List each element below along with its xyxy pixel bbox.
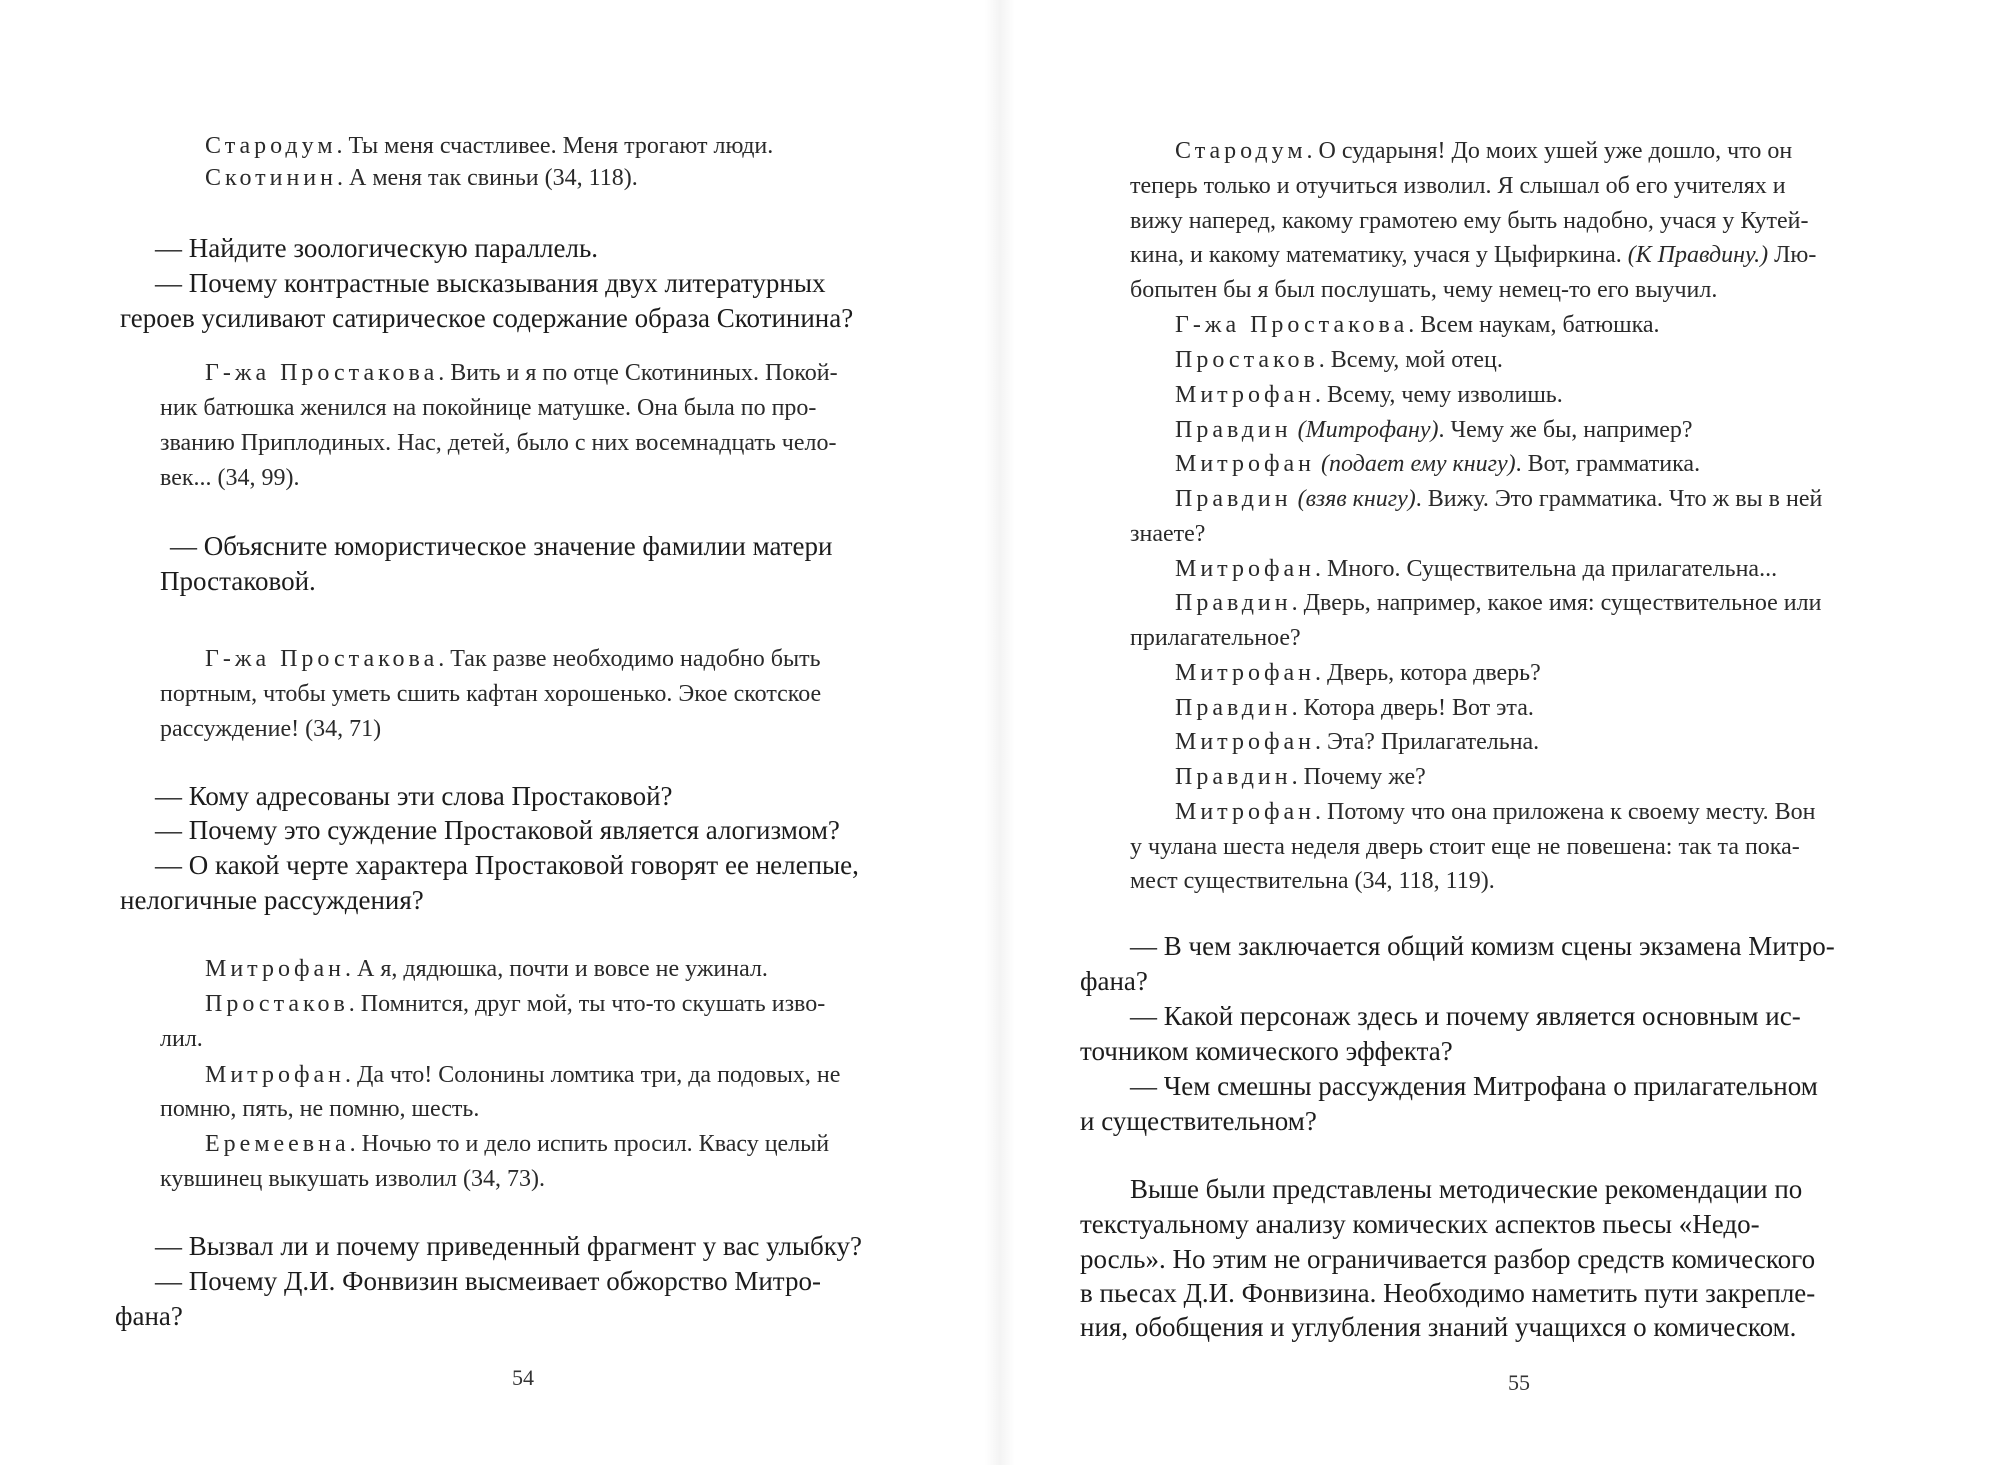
text-line <box>155 781 673 812</box>
speaker-name: Г-жа Простакова <box>205 360 439 386</box>
text-line <box>1130 834 1800 861</box>
dialogue-text: . А меня так свиньи (34, 118). <box>337 165 638 191</box>
speaker-name: Митрофан <box>1175 660 1316 686</box>
text-line <box>1130 931 1835 962</box>
stage-direction: (Митрофану) <box>1297 417 1439 443</box>
text-line <box>1175 660 1541 687</box>
text-line <box>1080 1036 1453 1067</box>
text-line <box>160 566 316 597</box>
speaker-name: Г-жа Простакова <box>205 646 439 672</box>
dialogue-text: . Всем наукам, батюшка. <box>1408 312 1660 338</box>
question-text: точником комического эффекта? <box>1080 1036 1453 1066</box>
question-text: фана? <box>1080 966 1148 996</box>
text-line <box>1130 625 1301 652</box>
text-line <box>1175 695 1534 722</box>
dialogue-text: . Да что! Солонины ломтика три, да подовых, не <box>345 1062 841 1088</box>
speaker-name: Правдин <box>1175 417 1292 443</box>
speaker-name: Митрофан <box>1175 556 1316 582</box>
text-line <box>205 360 838 387</box>
question-text: — Объясните юмористическое значение фамилии матери <box>170 531 833 561</box>
dialogue-text: . Вот, грамматика. <box>1515 451 1701 477</box>
text-line <box>155 1266 821 1297</box>
dialogue-text: . Всему, чему изволишь. <box>1315 382 1563 408</box>
dialogue-text: . Почему же? <box>1291 764 1426 790</box>
dialogue-text: . Котора дверь! Вот эта. <box>1291 695 1534 721</box>
dialogue-text: у чулана шеста неделя дверь стоит еще не повешена: так та пока- <box>1130 834 1800 860</box>
dialogue-text: прилагательное? <box>1130 625 1301 651</box>
stage-direction: (К Правдину.) <box>1627 242 1769 268</box>
speaker-name: Митрофан <box>205 956 346 982</box>
text-line <box>1130 173 1786 200</box>
question-text: и существительном? <box>1080 1106 1317 1136</box>
dialogue-text: . Много. Существительна да прилагательна... <box>1315 556 1778 582</box>
right-page <box>1000 0 2000 1465</box>
text-line <box>1175 764 1426 791</box>
text-line <box>1175 729 1539 756</box>
question-text: — Чем смешны рассуждения Митрофана о прилагательном <box>1130 1071 1818 1101</box>
question-text: фана? <box>115 1301 183 1331</box>
stage-direction: (подает ему книгу) <box>1321 451 1516 477</box>
speaker-name: Простаков <box>1175 347 1319 373</box>
dialogue-text: . Ты меня счастливее. Меня трогают люди. <box>336 133 774 159</box>
dialogue-text: . Чему же бы, например? <box>1438 417 1693 443</box>
speaker-name: Стародум <box>205 133 337 159</box>
dialogue-text: век... (34, 99). <box>160 465 300 491</box>
text-line <box>1175 382 1563 409</box>
text-line <box>1175 799 1815 826</box>
dialogue-text: знаете? <box>1130 521 1206 547</box>
text-line <box>1080 1209 1760 1240</box>
text-line <box>155 815 840 846</box>
text-line <box>205 165 638 192</box>
dialogue-text: мест существительна (34, 118, 119). <box>1130 868 1495 894</box>
dialogue-text: . Всему, мой отец. <box>1318 347 1503 373</box>
text-line <box>205 133 773 160</box>
text-line <box>1130 868 1495 895</box>
dialogue-text: . Ночью то и дело испить просил. Квасу целый <box>349 1131 830 1157</box>
question-text: — Кому адресованы эти слова Простаковой? <box>155 781 673 811</box>
page-number: 54 <box>512 1365 534 1390</box>
question-text: героев усиливают сатирическое содержание образа Скотинина? <box>120 303 854 333</box>
paragraph-text: ния, обобщения и углубления знаний учащихся о комическом. <box>1080 1312 1797 1342</box>
text-line <box>1130 521 1205 548</box>
dialogue-text: званию Приплодиных. Нас, детей, было с них восемнадцать чело- <box>160 430 837 456</box>
question-text: — Какой персонаж здесь и почему является основным ис- <box>1130 1001 1801 1031</box>
dialogue-text: кина, и какому математику, учася у Цыфиркина. <box>1130 242 1628 268</box>
speaker-name: Простаков <box>205 991 349 1017</box>
paragraph-text: текстуальному анализу комических аспектов пьесы «Недо- <box>1080 1209 1760 1239</box>
dialogue-text: . Дверь, например, какое имя: существительное или <box>1291 590 1822 616</box>
question-text: нелогичные рассуждения? <box>120 885 424 915</box>
text-line <box>1130 1071 1818 1102</box>
stage-direction: (взяв книгу) <box>1297 486 1416 512</box>
text-line <box>1175 451 1700 478</box>
dialogue-text: . Потому что она приложена к своему месту. Вон <box>1315 799 1816 825</box>
text-line <box>115 1301 183 1332</box>
text-line <box>1080 1106 1317 1137</box>
dialogue-text: помню, пять, не помню, шесть. <box>160 1096 480 1122</box>
text-line <box>205 956 768 983</box>
dialogue-text: рассуждение! (34, 71) <box>160 716 382 742</box>
text-line <box>1175 417 1693 444</box>
text-line <box>1080 966 1148 997</box>
question-text: — Почему Д.И. Фонвизин высмеивает обжорство Митро- <box>155 1266 821 1296</box>
text-line <box>1130 1174 1802 1205</box>
text-line <box>205 1131 829 1158</box>
text-line <box>160 1026 203 1053</box>
text-line <box>160 465 300 492</box>
text-line <box>160 430 837 457</box>
question-text: — Почему контрастные высказывания двух литературных <box>155 268 826 298</box>
dialogue-text: . Вижу. Это грамматика. Что ж вы в ней <box>1415 486 1823 512</box>
speaker-name: Правдин <box>1175 695 1292 721</box>
text-line <box>120 303 853 334</box>
question-text: — О какой черте характера Простаковой говорят ее нелепые, <box>155 850 859 880</box>
text-line <box>155 268 826 299</box>
text-line <box>1080 1244 1815 1275</box>
speaker-name: Правдин <box>1175 486 1292 512</box>
dialogue-text: лил. <box>160 1026 203 1052</box>
text-line <box>160 716 381 743</box>
text-line <box>120 885 424 916</box>
text-line <box>1080 1312 1796 1343</box>
dialogue-text: бопытен бы я был послушать, чему немец-то его выучил. <box>1130 277 1718 303</box>
question-text: — Найдите зоологическую параллель. <box>155 233 599 263</box>
text-line <box>1130 242 1816 269</box>
dialogue-text: . Дверь, котора дверь? <box>1315 660 1541 686</box>
text-line <box>155 850 859 881</box>
speaker-name: Митрофан <box>1175 451 1316 477</box>
speaker-name: Правдин <box>1175 590 1292 616</box>
dialogue-text: . Так разве необходимо надобно быть <box>438 646 821 672</box>
text-line <box>1175 590 1821 617</box>
paragraph-text: Выше были представлены методические рекомендации по <box>1130 1174 1803 1204</box>
paragraph-text: росль». Но этим не ограничивается разбор средств комического <box>1080 1244 1816 1274</box>
speaker-name: Митрофан <box>1175 729 1316 755</box>
question-text: Простаковой. <box>160 566 316 596</box>
text-line <box>160 1166 545 1193</box>
page-number: 55 <box>1508 1370 1530 1395</box>
text-line <box>170 531 833 562</box>
text-line <box>160 1096 479 1123</box>
text-line <box>1175 347 1503 374</box>
text-line <box>1130 1001 1801 1032</box>
dialogue-text: портным, чтобы уметь сшить кафтан хорошенько. Экое скотское <box>160 681 822 707</box>
text-line <box>1130 277 1717 304</box>
question-text: — В чем заключается общий комизм сцены экзамена Митро- <box>1130 931 1835 961</box>
dialogue-text: . Помнится, друг мой, ты что-то скушать изво- <box>348 991 826 1017</box>
text-line <box>155 233 598 264</box>
dialogue-text: кувшинец выкушать изволил (34, 73). <box>160 1166 545 1192</box>
question-text: — Почему это суждение Простаковой является алогизмом? <box>155 815 840 845</box>
dialogue-text: Лю- <box>1768 242 1817 268</box>
dialogue-text: ник батюшка женился на покойнице матушке. Она была по про- <box>160 395 817 421</box>
speaker-name: Правдин <box>1175 764 1292 790</box>
text-line <box>1130 208 1809 235</box>
text-line <box>155 1231 862 1262</box>
text-line <box>1175 486 1822 513</box>
dialogue-text: теперь только и отучиться изволил. Я слышал об его учителях и <box>1130 173 1786 199</box>
text-line <box>1080 1278 1815 1309</box>
speaker-name: Митрофан <box>1175 382 1316 408</box>
text-line <box>1175 556 1777 583</box>
speaker-name: Скотинин <box>205 165 337 191</box>
text-line <box>1175 312 1660 339</box>
text-line <box>205 991 825 1018</box>
dialogue-text: . Эта? Прилагательна. <box>1315 729 1540 755</box>
dialogue-text: . Вить и я по отце Скотининых. Покой- <box>438 360 838 386</box>
text-line <box>1175 138 1792 165</box>
text-line <box>160 681 821 708</box>
dialogue-text: . А я, дядюшка, почти и вовсе не ужинал. <box>345 956 768 982</box>
text-line <box>205 1062 840 1089</box>
speaker-name: Стародум <box>1175 138 1307 164</box>
speaker-name: Г-жа Простакова <box>1175 312 1409 338</box>
text-line <box>160 395 816 422</box>
speaker-name: Еремеевна <box>205 1131 350 1157</box>
speaker-name: Митрофан <box>1175 799 1316 825</box>
question-text: — Вызвал ли и почему приведенный фрагмент у вас улыбку? <box>155 1231 863 1261</box>
dialogue-text: . О сударыня! До моих ушей уже дошло, что он <box>1306 138 1793 164</box>
dialogue-text: вижу наперед, какому грамотею ему быть надобно, учася у Кутей- <box>1130 208 1809 234</box>
paragraph-text: в пьесах Д.И. Фонвизина. Необходимо наметить пути закрепле- <box>1080 1278 1816 1308</box>
text-line <box>205 646 821 673</box>
speaker-name: Митрофан <box>205 1062 346 1088</box>
